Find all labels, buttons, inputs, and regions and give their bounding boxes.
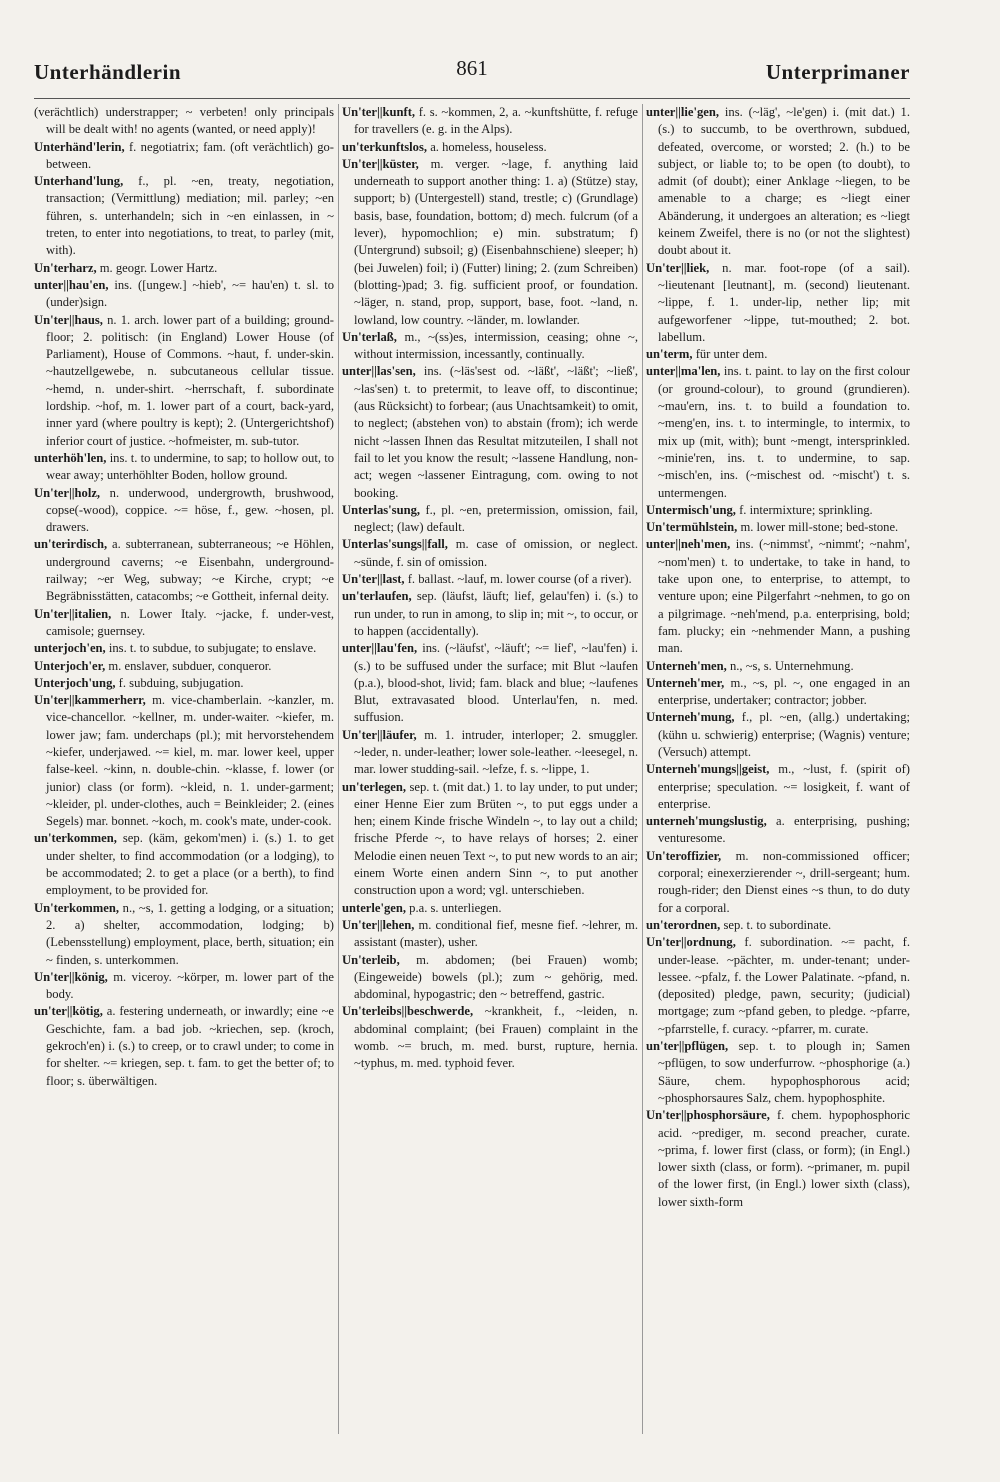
entry-headword: unterle'gen, [342, 900, 407, 915]
entry-headword: Unterneh'mungs||geist, [646, 762, 770, 777]
dictionary-entry [34, 658, 334, 675]
entry-headword: Unterlas'sung, [342, 502, 421, 517]
entry-headword: Un'ter||läufer, [342, 727, 417, 742]
entry-definition: f. s. ~kommen, 2, a. ~kunftshütte, f. refuge for travellers (e. g. in the Alps). [354, 105, 638, 137]
entry-headword: Un'ter||phosphorsäure, [646, 1108, 770, 1123]
entry-headword: Unterhand'lung, [34, 174, 124, 189]
entry-definition: m. non-commissioned officer; corporal; einexerzierender ~, drill-sergeant; hum. rough-rider; den Dienst eines ~s thun, to do duty for a corporal. [658, 848, 910, 915]
dictionary-entry [646, 104, 910, 260]
entry-definition: n. 1. arch. lower part of a building; ground-floor; 2. politisch: (in England) Lower House (of Parliament), House of Commons. ~haut, f. under-skin. ~hautzellgewebe, n. subcutaneous cellular tissue. ~hemd, n. under-shirt. ~herrschaft, f. subordinate lordship. ~hof, m. 1. lower part of a court, back-yard, inner yard (where poultry is kept); 2. (Untergerichtshof) inferior court of justice. ~hofmeister, m. sub-tutor. [46, 312, 334, 448]
entry-headword: Un'ter||könig, [34, 969, 108, 984]
dictionary-entry [342, 104, 638, 139]
dictionary-entry [34, 606, 334, 641]
entry-headword: unter||ma'len, [646, 364, 721, 379]
entry-headword: Un'ter||küster, [342, 156, 419, 171]
dictionary-entry [646, 1038, 910, 1107]
dictionary-entry [34, 969, 334, 1004]
dictionary-entry [646, 917, 910, 934]
entry-definition: m., ~(ss)es, intermission, ceasing; ohne ~, without intermission, incessantly, continually. [354, 329, 638, 362]
dictionary-entry [34, 675, 334, 692]
entry-headword: Untermisch'ung, [646, 502, 736, 517]
entry-definition: f. subduing, subjugation. [118, 675, 244, 690]
dictionary-entry [34, 450, 334, 485]
dictionary-entry [646, 848, 910, 917]
dictionary-entry [34, 485, 334, 537]
dictionary-entry [34, 1003, 334, 1089]
entry-definition: f. subordination. ~= pacht, f. under-lease. ~pächter, m. under-tenant; under-lessee. ~pfalz, f. the Lower Palatinate. ~pfand, n. (deposited) pledge, pawn, security; (judicial) mortgage; zum ~pfand geben, to pledge. ~pfarre, ~pfarrstelle, f. curacy. ~pfarrer, m. curate. [658, 935, 910, 1036]
entry-definition: m. lower mill-stone; bed-stone. [740, 520, 899, 535]
entry-definition: a. subterranean, subterraneous; ~e Höhlen, underground caverns; ~e Eisenbahn, underground-railway; ~er Weg, subway; ~e Kirche, crypt; ~e Begräbnisstätten, catacombs; ~e Gottheit, infernal deity. [46, 537, 334, 604]
dictionary-entry [646, 260, 910, 346]
entry-definition: sep. (käm, gekom'men) i. (s.) 1. to get under shelter, to find accommodation (or a lodging), to be accommodated; 2. to get a place (or a berth), to find employment, to be provided for. [46, 831, 334, 898]
entry-headword: Unterjoch'er, [34, 658, 106, 673]
entry-headword: Un'ter||kammerherr, [34, 693, 146, 708]
entry-definition: m. case of omission, or neglect. ~sünde, f. sin of omission. [354, 537, 638, 569]
entry-headword: Un'terlaß, [342, 329, 397, 344]
entry-headword: Un'ter||kunft, [342, 105, 416, 119]
entry-headword: Un'terleibs||beschwerde, [342, 1004, 474, 1019]
entry-headword: unter||las'sen, [342, 364, 416, 379]
header-rule [34, 98, 910, 99]
dictionary-entry [342, 329, 638, 364]
dictionary-entry [342, 363, 638, 501]
entry-headword: un'terlaufen, [342, 589, 412, 604]
entry-headword: Unterjoch'ung, [34, 675, 116, 690]
entry-headword: unterneh'mungslustig, [646, 814, 767, 829]
entry-headword: Un'terleib, [342, 952, 400, 967]
column-right [646, 104, 910, 1444]
dictionary-entry [34, 640, 334, 657]
entry-definition: m. geogr. Lower Hartz. [99, 260, 218, 275]
dictionary-entry [342, 952, 638, 1004]
dictionary-entry [34, 312, 334, 450]
column-left [34, 104, 334, 1444]
entry-definition: m. vice-chamberlain. ~kanzler, m. vice-chancellor. ~kellner, m. under-waiter. ~kiefer, m. lower jaw; fam. underchaps (pl.); mit hervorstehendem ~kiefer, underjawed. ~= kiel, m. mar. lower keel, upper false-keel. ~kinn, n. double-chin. ~klasse, f. lower (or junior) class (or form). ~kleid, n. 1. under-garment; ~kleider, pl. under-clothes, auch = Beinkleider; 2. (eines Segels) mar. bonnet. ~koch, m. cook's mate, under-cook. [46, 693, 334, 829]
entry-headword: Un'ter||italien, [34, 606, 112, 621]
entry-headword: un'ter||pflügen, [646, 1039, 729, 1054]
entry-definition: m. verger. ~lage, f. anything laid underneath to support another thing: 1. a) (Stütze) stay, support; b) (Untergestell) stand, trestle; c) (Grundlage) basis, base, foundation, bottom; d) mech. fulcrum (of a lever), hypomochlion; e) min. substratum; f) (Untergrund) subsoil; g) (Eisenbahnschiene) sleeper; h) (bei Juwelen) foil; i) (Futter) lining; 2. (zum Schreiben) (blotting-)pad; 3. fig. sufficient proof, or foundation. ~läger, n. stand, prop, support, base, foot. ~land, n. lowland, low country. ~länder, m. lowlander. [354, 156, 638, 327]
entry-headword: Unterneh'mung, [646, 710, 735, 725]
dictionary-entry [342, 917, 638, 952]
column-middle [342, 104, 638, 1444]
dictionary-entry [34, 536, 334, 605]
entry-definition: ins. t. paint. to lay on the first colour (or ground-colour), to ground (grundieren). ~mau'ern, ins. t. to build a foundation to. ~meng'en, ins. t. to intermingle, to intermix, to mix up (mit, with); bunt ~mengt, intersprinkled. ~minie'ren, ins. t. to undermine, to sap. ~misch'en, ins. (~mischest od. ~mischt') t. s. untermengen. [658, 364, 910, 500]
entry-headword: unterhöh'len, [34, 450, 107, 465]
entry-headword: Un'ter||haus, [34, 312, 103, 327]
entry-definition: n., ~s, 1. getting a lodging, or a situation; 2. a) shelter, accommodation, lodging; b) (Lebensstellung) employment, place, berth, situation; ein ~ finden, s. unterkommen. [46, 900, 334, 967]
dictionary-entry [342, 779, 638, 900]
entry-definition: m., ~lust, f. (spirit of) enterprise; speculation. ~= losigkeit, f. want of enterprise. [658, 762, 910, 811]
entry-headword: unterjoch'en, [34, 641, 106, 656]
entry-definition: f., pl. ~en, pretermission, omission, fail, neglect; (law) default. [354, 502, 638, 535]
entry-headword: Un'teroffizier, [646, 848, 722, 863]
dictionary-entry [342, 640, 638, 726]
entry-definition: sep. t. to subordinate. [723, 917, 832, 932]
dictionary-entry [34, 260, 334, 277]
entry-definition: ins. t. to subdue, to subjugate; to enslave. [108, 641, 317, 656]
entry-definition: p.a. s. unterliegen. [409, 900, 502, 915]
entry-headword: Un'ter||ordnung, [646, 935, 736, 950]
right-running-headword: Unterprimaner [765, 60, 910, 84]
dictionary-entry [34, 139, 334, 174]
dictionary-entry [34, 830, 334, 899]
entry-headword: Un'ter||lehen, [342, 917, 415, 932]
entry-definition: f. ballast. ~lauf, m. lower course (of a river). [407, 572, 632, 587]
entry-definition: ~krankheit, f., ~leiden, n. abdominal complaint; (bei Frauen) complaint in the womb. ~= bruch, m. med. burst, rupture, hernia. ~typhus, m. med. typhoid fever. [354, 1004, 638, 1071]
entry-definition: f. negotiatrix; fam. (oft verächtlich) go-between. [46, 139, 334, 171]
entry-headword: unter||lie'gen, [646, 105, 720, 119]
dictionary-entry [34, 104, 334, 139]
entry-headword: unter||lau'fen, [342, 641, 418, 656]
entry-headword: un'terlegen, [342, 779, 407, 794]
dictionary-entry [646, 934, 910, 1038]
dictionary-entry [342, 536, 638, 571]
left-running-headword: Unterhändlerin [34, 60, 182, 84]
entry-headword: un'terkommen, [34, 831, 117, 846]
entry-definition: m. 1. intruder, interloper; 2. smuggler. ~leder, n. under-leather; lower sole-leather. ~leesegel, n. mar. lower studding-sail. ~lefze, f. s. ~lippe, 1. [354, 727, 638, 777]
entry-headword: Un'terharz, [34, 260, 97, 275]
entry-headword: Un'ter||liek, [646, 260, 710, 275]
dictionary-entry [646, 761, 910, 813]
entry-definition: sep. t. (mit dat.) 1. to lay under, to put under; einer Henne Eier zum Brüten ~, to put eggs under a hen; einem Kinde frische Windeln ~, to lay out a child; frische Pferde ~, to have relays of horses; 2. einer Melodie einen neuen Text ~, to put new words to an air; einem Worte einen andern Sinn ~, to put another construction upon a word; vgl. unterschieben. [354, 779, 638, 898]
dictionary-entry [34, 277, 334, 312]
entry-headword: Un'ter||holz, [34, 485, 101, 500]
entry-definition: ins. ([ungew.] ~hieb', ~= hau'en) t. sl. to (under)sign. [46, 277, 334, 310]
entry-headword: Unterhänd'lerin, [34, 139, 125, 154]
entry-definition: sep. (läufst, läuft; lief, gelau'fen) i. (s.) to run under, to run in among, to slip in; mit ~, to occur, or to happen (accidentally). [354, 589, 638, 638]
entry-definition: a. enterprising, pushing; venturesome. [658, 814, 910, 846]
entry-definition: m., ~s, pl. ~, one engaged in an enterprise, undertaker; contractor; jobber. [658, 675, 910, 708]
entry-definition: f., pl. ~en, (allg.) undertaking; (kühn u. schwierig) enterprise; (Wagnis) venture; (Versuch) attempt. [658, 710, 910, 759]
page-number: 861 [456, 56, 488, 80]
dictionary-entry [342, 588, 638, 640]
dictionary-entry [34, 173, 334, 259]
entry-headword: un'term, [646, 347, 693, 362]
entry-headword: un'terkunftslos, [342, 139, 428, 154]
dictionary-entry [646, 675, 910, 710]
entry-headword: unter||hau'en, [34, 277, 109, 292]
entry-definition: n., ~s, s. Unternehmung. [729, 658, 854, 673]
dictionary-entry [646, 363, 910, 501]
entry-definition: ins. (~läufst', ~läuft'; ~= lief', ~lau'fen) i. (s.) to be suffused under the surface; mit Blut ~laufen (p.a.), blood-shot, livid; fam. black and blue; ~laufenes Blut, extravasated blood. Unterlau'fen, n. med. suffusion. [354, 641, 638, 725]
dictionary-entry [342, 571, 638, 588]
entry-headword: un'terordnen, [646, 917, 721, 932]
entry-definition: f. intermixture; sprinkling. [739, 502, 873, 517]
dictionary-entry [34, 692, 334, 830]
entry-definition: ins. (~läg', ~le'gen) i. (mit dat.) 1. (s.) to succumb, to be overthrown, subdued, defeated, overcome, or worsted; 2. (h.) to be subject, or liable to; to be open (to doubt), to admit (of doubt); einer Anklage ~liegen, to be amenable to a charge; es ~liegt einer Abänderung, it undergoes an alteration; es ~liegt keinem Zweifel, there is no (or not the slightest) doubt about it. [658, 105, 910, 258]
dictionary-entry [646, 536, 910, 657]
dictionary-entry [342, 156, 638, 329]
entry-definition: n. Lower Italy. ~jacke, f. under-vest, camisole; guernsey. [46, 606, 334, 638]
entry-headword: un'terirdisch, [34, 537, 108, 552]
entry-definition: f., pl. ~en, treaty, negotiation, transaction; (Vermittlung) mediation; mil. parley; ~en führen, s. unterhandeln; sich in ~en einlassen, in ~ treten, to enter into negotiations, to treat, to parley (mit, with). [46, 174, 334, 258]
page-header [34, 56, 910, 90]
entry-headword: Un'terkommen, [34, 900, 119, 915]
entry-definition: (verächtlich) understrapper; ~ verbeten! only principals will be dealt with! no agents (wanted, or need apply)! [34, 105, 334, 137]
dictionary-entry [34, 900, 334, 969]
dictionary-entry [646, 658, 910, 675]
dictionary-entry [342, 502, 638, 537]
entry-definition: f. chem. hypophosphoric acid. ~prediger, m. second preacher, curate. ~prima, f. lower first (class, or form); (in Engl.) lower sixth (class, or form). ~primaner, m. pupil of the lower first, (in Engl.) lower sixth (class), lower sixth-form [658, 1108, 910, 1209]
entry-definition: m. conditional fief, mesne fief. ~lehrer, m. assistant (master), usher. [354, 917, 638, 950]
dictionary-entry [342, 727, 638, 779]
dictionary-entry [646, 813, 910, 848]
dictionary-entry [646, 1107, 910, 1211]
entry-definition: a. festering underneath, or inwardly; eine ~e Geschichte, fam. a bad job. ~kriechen, sep. (kroch, gekroch'en) i. (s.) to creep, or to crawl under; to come in for shelter. ~= kriegen, sep. t. fam. to get the better of; to floor; s. überwältigen. [46, 1004, 334, 1088]
entry-definition: für unter dem. [695, 347, 768, 362]
dictionary-entry [342, 139, 638, 156]
entry-definition: n. mar. foot-rope (of a sail). ~lieutenant [leutnant], m. (second) lieutenant. ~lippe, f. 1. under-lip, nether lip; mit aufgeworfener ~lippe, tut-mouthed; 2. bot. labellum. [658, 260, 910, 344]
entry-headword: Un'termühlstein, [646, 520, 738, 535]
column-divider [338, 104, 339, 1434]
entry-definition: m. viceroy. ~körper, m. lower part of the body. [46, 969, 334, 1002]
dictionary-entry [342, 900, 638, 917]
entry-headword: un'ter||kötig, [34, 1004, 103, 1019]
entry-definition: a. homeless, houseless. [430, 139, 547, 154]
dictionary-entry [646, 502, 910, 519]
dictionary-entry [646, 519, 910, 536]
entry-definition: ins. (~nimmst', ~nimmt'; ~nahm', ~nom'men) t. to undertake, to take in hand, to take upon one, to enterprise, to attempt, to venture upon; eine Pilgerfahrt ~nehmen, to go on a pilgrimage. ~neh'mend, p.a. enterprising, bold; fam. plucky; ein ~nehmender Mann, a pushing man. [658, 537, 910, 656]
column-divider [642, 104, 643, 1434]
entry-definition: n. underwood, undergrowth, brushwood, copse(-wood), coppice. ~= höse, f., gew. ~hosen, pl. drawers. [46, 485, 334, 535]
dictionary-entry [646, 346, 910, 363]
entry-headword: Unterlas'sungs||fall, [342, 537, 448, 552]
entry-definition: ins. t. to undermine, to sap; to hollow out, to wear away; unterhöhlter Boden, hollow ground. [46, 450, 334, 483]
entry-definition: ins. (~läs'sest od. ~läßt', ~läßt'; ~ließ', ~las'sen) t. to pretermit, to leave off, to discontinue; (aus Rücksicht) to forbear; (aus Unachtsamkeit) to omit, to neglect; (abstehen von) to abstain (from); ich werde nicht ~lassen Ihnen das Resultat mitzuteilen, I shall not fail to let you know the result; ~lassene Handlung, non-act; wegen ~lassener Eintragung, com. owing to not booking. [354, 364, 638, 500]
entry-headword: Unterneh'mer, [646, 675, 725, 690]
dictionary-entry [342, 1003, 638, 1072]
entry-definition: m. enslaver, subduer, conqueror. [108, 658, 272, 673]
dictionary-entry [646, 709, 910, 761]
entry-headword: Un'ter||last, [342, 572, 405, 587]
entry-definition: m. abdomen; (bei Frauen) womb; (Eingeweide) bowels (pl.); zum ~ gehörig, med. abdominal, hypogastric; den ~ betreffend, gastric. [354, 952, 638, 1002]
entry-definition: sep. t. to plough in; Samen ~pflügen, to sow underfurrow. ~phosphorige (a.) Säure, chem. hypophosphorous acid; ~phosphorsaures Salz, chem. hypophosphite. [658, 1039, 910, 1105]
entry-headword: Unterneh'men, [646, 658, 727, 673]
entry-headword: unter||neh'men, [646, 537, 731, 552]
